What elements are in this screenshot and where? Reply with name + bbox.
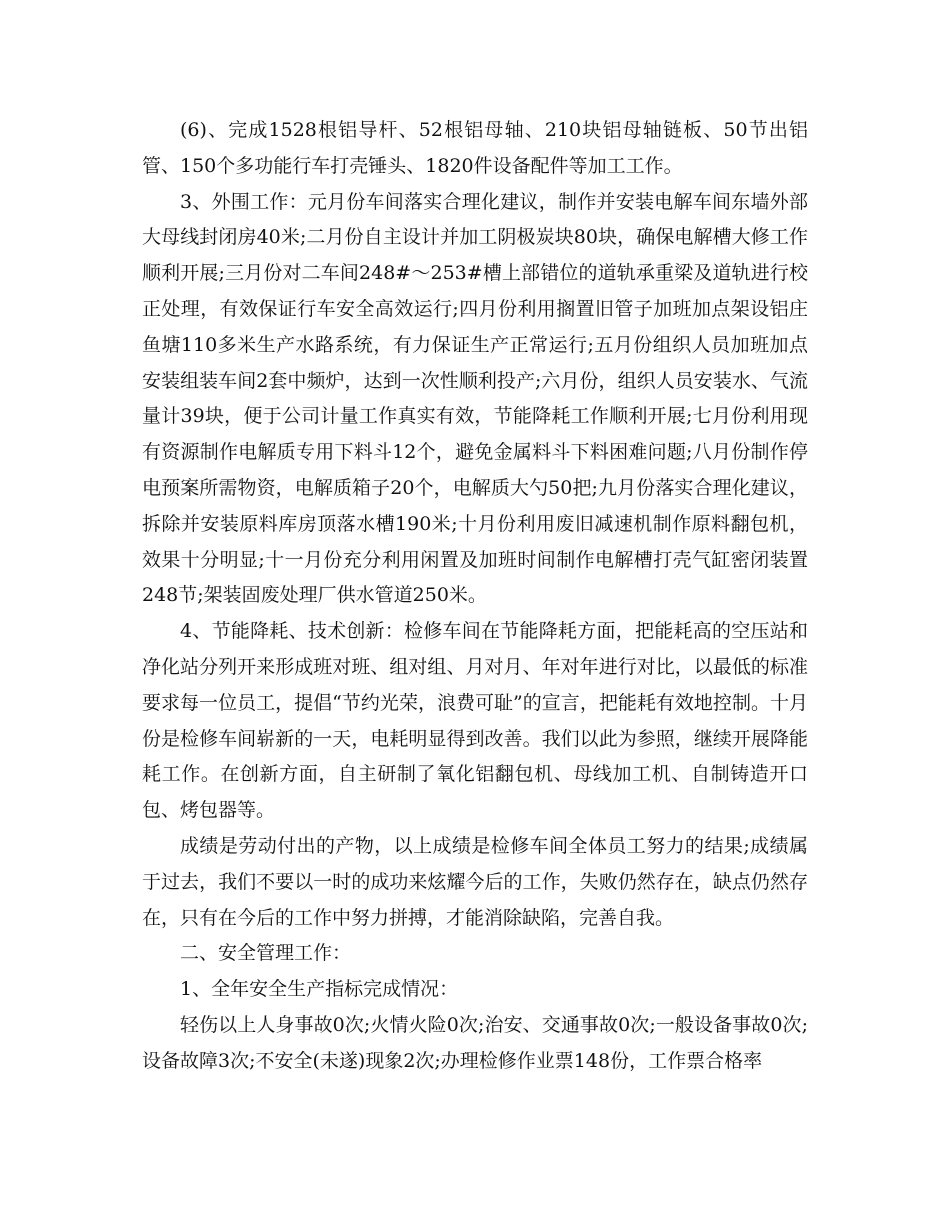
paragraph-achievements-summary: 成绩是劳动付出的产物，以上成绩是检修车间全体员工努力的结果;成绩属于过去，我们不要以一时的成功来炫耀今后的工作，失败仍然存在，缺点仍然存在，只有在今后的工作中努力拼搏，才能消除缺陷，完善自我。 [142,834,808,929]
document-body [142,113,808,1080]
subheading-safety-indicators: 1、全年安全生产指标完成情况： [180,978,459,1001]
paragraph-external-work: 3、外围工作：元月份车间落实合理化建议，制作并安装电解车间东墙外部大母线封闭房40米;二月份自主设计并加工阴极炭块80块，确保电解槽大修工作顺利开展;三月份对二车间248#～253#槽上部错位的道轨承重梁及道轨进行校正处理，有效保证行车安全高效运行;四月份利用搁置旧管子加班加点架设铝庄鱼塘110多米生产水路系统，有力保证生产正常运行;五月份组织人员加班加点安装组装车间2套中频炉，达到一次性顺利投产;六月份，组织人员安装水、气流量计39块，便于公司计量工作真实有效，节能降耗工作顺利开展;七月份利用现有资源制作电解质专用下料斗12个，避免金属料斗下料困难问题;八月份制作停电预案所需物资，电解质箱子20个，电解质大勺50把;九月份落实合理化建议，拆除并安装原料库房顶落水槽190米;十月份利用废旧减速机制作原料翻包机，效果十分明显;十一月份充分利用闲置及加班时间制作电解槽打壳气缸密闭装置248节;架装固废处理厂供水管道250米。 [142,190,808,607]
paragraph-machining-work: (6)、完成1528根铝导杆、52根铝母轴、210块铝母轴链板、50节出铝管、150个多功能行车打壳锤头、1820件设备配件等加工工作。 [142,119,808,177]
heading-safety-management: 二、安全管理工作： [180,942,352,965]
paragraph-safety-statistics: 轻伤以上人身事故0次;火情火险0次;治安、交通事故0次;一般设备事故0次;设备故障3次;不安全(未遂)现象2次;办理检修作业票148份，工作票合格率 [142,1013,808,1072]
paragraph-energy-saving-innovation: 4、节能降耗、技术创新：检修车间在节能降耗方面，把能耗高的空压站和净化站分列开来形成班对班、组对组、月对月、年对年进行对比，以最低的标准要求每一位员工，提倡“节约光荣，浪费可耻”的宣言，把能耗有效地控制。十月份是检修车间崭新的一天，电耗明显得到改善。我们以此为参照，继续开展降能耗工作。在创新方面，自主研制了氧化铝翻包机、母线加工机、自制铸造开口包、烤包器等。 [142,620,808,822]
